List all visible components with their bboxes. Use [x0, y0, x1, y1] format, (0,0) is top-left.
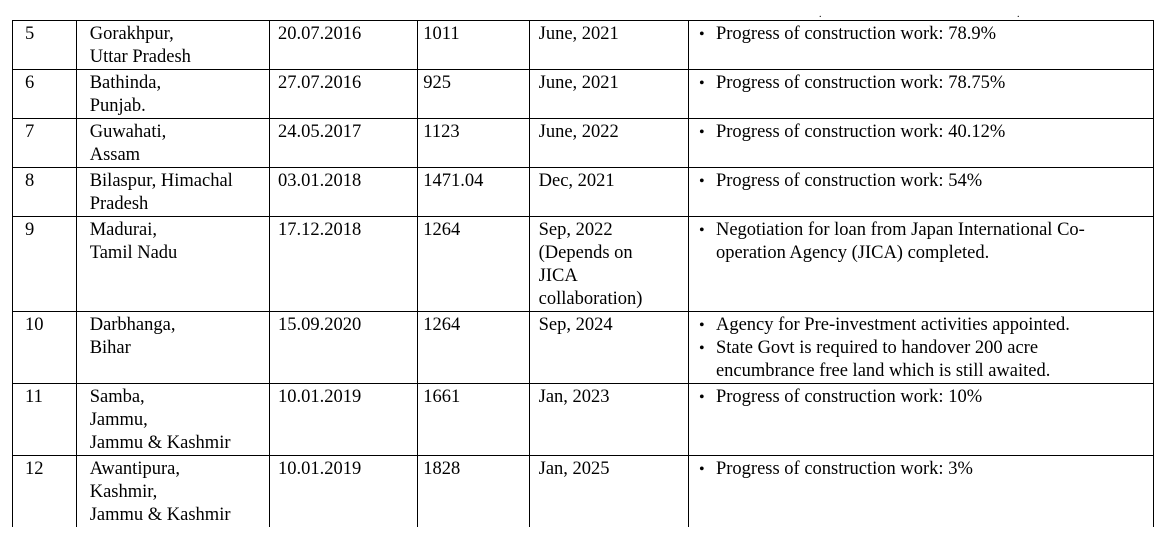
location-line: Madurai, [89, 220, 158, 240]
location-line: Pradesh [89, 194, 149, 214]
status-line: Progress of construction work: 3% [715, 459, 973, 479]
status-item [699, 170, 1153, 193]
completion-line: Jan, 2025 [538, 459, 610, 479]
status-list [699, 386, 1153, 409]
approval-date-cell [270, 217, 418, 312]
serial-number: 11 [25, 387, 43, 407]
serial-number-cell [13, 456, 77, 528]
serial-number-cell [13, 168, 77, 217]
completion-cell [529, 312, 688, 384]
cost-value: 925 [423, 73, 452, 93]
cost-cell [418, 70, 529, 119]
serial-number-cell [13, 70, 77, 119]
cost-value: 1828 [423, 459, 461, 479]
location-cell [76, 168, 269, 217]
location-line: Guwahati, [89, 122, 167, 142]
location-line: Tamil Nadu [89, 243, 178, 263]
serial-number-cell [13, 21, 77, 70]
location-line: Awantipura, [89, 459, 180, 479]
completion-cell [529, 217, 688, 312]
stray-mark: . [819, 9, 822, 20]
completion-line: Dec, 2021 [538, 171, 615, 191]
status-line: Progress of construction work: 10% [715, 387, 983, 407]
location-cell [76, 119, 269, 168]
status-line: State Govt is required to handover 200 acre [715, 338, 1039, 358]
table-row [13, 384, 1154, 456]
serial-number: 5 [25, 24, 35, 44]
approval-date: 15.09.2020 [278, 315, 362, 335]
location-cell [76, 217, 269, 312]
location-line: Bathinda, [89, 73, 162, 93]
status-cell [688, 312, 1153, 384]
bullet-icon: • [698, 26, 705, 43]
status-item [699, 121, 1153, 144]
approval-date: 27.07.2016 [278, 73, 362, 93]
table-row [13, 312, 1154, 384]
status-item [699, 314, 1153, 337]
serial-number: 10 [25, 315, 44, 335]
bullet-icon: • [698, 461, 705, 478]
bullet-icon: • [698, 389, 705, 406]
location-line: Gorakhpur, [89, 24, 174, 44]
status-item [699, 458, 1153, 481]
status-cell [688, 456, 1153, 528]
status-line: encumbrance free land which is still awaited. [715, 361, 1051, 381]
bullet-icon: • [698, 124, 705, 141]
location-line: Bilaspur, Himachal [89, 171, 233, 191]
approval-date-cell [270, 456, 418, 528]
location-line: Kashmir, [89, 482, 158, 502]
table-row [13, 168, 1154, 217]
completion-cell [529, 456, 688, 528]
serial-number: 6 [25, 73, 35, 93]
approval-date-cell [270, 384, 418, 456]
cost-value: 1123 [423, 122, 460, 142]
completion-line: Jan, 2023 [538, 387, 610, 407]
completion-line: June, 2021 [538, 73, 619, 93]
bullet-icon: • [698, 340, 705, 357]
status-cell [688, 217, 1153, 312]
cost-cell [418, 168, 529, 217]
status-line: Progress of construction work: 54% [715, 171, 983, 191]
location-cell [76, 312, 269, 384]
table-row [13, 456, 1154, 528]
cost-cell [418, 384, 529, 456]
bullet-icon: • [698, 173, 705, 190]
serial-number-cell [13, 217, 77, 312]
approval-date: 10.01.2019 [278, 387, 362, 407]
table-body [13, 21, 1154, 528]
table-row [13, 70, 1154, 119]
bullet-icon: • [698, 317, 705, 334]
approval-date: 24.05.2017 [278, 122, 362, 142]
serial-number-cell [13, 119, 77, 168]
approval-date: 10.01.2019 [278, 459, 362, 479]
location-cell [76, 456, 269, 528]
location-cell [76, 384, 269, 456]
completion-line: June, 2022 [538, 122, 619, 142]
completion-cell [529, 119, 688, 168]
status-item [699, 386, 1153, 409]
status-line: Progress of construction work: 78.9% [715, 24, 996, 44]
approval-date: 17.12.2018 [278, 220, 362, 240]
location-line: Jammu & Kashmir [89, 433, 231, 453]
bullet-icon: • [698, 222, 705, 239]
location-line: Assam [89, 145, 141, 165]
approval-date: 03.01.2018 [278, 171, 362, 191]
status-list [699, 121, 1153, 144]
status-item [699, 72, 1153, 95]
cost-cell [418, 21, 529, 70]
serial-number-cell [13, 384, 77, 456]
completion-cell [529, 168, 688, 217]
table-row [13, 119, 1154, 168]
status-item [699, 337, 1153, 383]
status-cell [688, 119, 1153, 168]
completion-cell [529, 21, 688, 70]
status-list [699, 219, 1153, 265]
approval-date-cell [270, 21, 418, 70]
completion-line: Sep, 2022 [538, 220, 613, 240]
location-line: Uttar Pradesh [89, 47, 191, 67]
location-line: Samba, [89, 387, 145, 407]
status-cell [688, 70, 1153, 119]
serial-number: 12 [25, 459, 44, 479]
location-line: Punjab. [89, 96, 146, 116]
status-cell [688, 21, 1153, 70]
approval-date-cell [270, 70, 418, 119]
location-line: Darbhanga, [89, 315, 176, 335]
status-list [699, 23, 1153, 46]
approval-date-cell [270, 119, 418, 168]
cost-value: 1011 [423, 24, 460, 44]
completion-line: JICA [538, 266, 578, 286]
status-list [699, 314, 1153, 383]
status-line: Progress of construction work: 40.12% [715, 122, 1006, 142]
table-row [13, 21, 1154, 70]
serial-number: 9 [25, 220, 35, 240]
completion-cell [529, 70, 688, 119]
completion-line: Sep, 2024 [538, 315, 613, 335]
serial-number-cell [13, 312, 77, 384]
status-line: Agency for Pre-investment activities appointed. [715, 315, 1070, 335]
completion-line: (Depends on [538, 243, 633, 263]
status-list [699, 170, 1153, 193]
approval-date-cell [270, 168, 418, 217]
status-list [699, 72, 1153, 95]
location-line: Bihar [89, 338, 131, 358]
status-item [699, 219, 1153, 265]
cost-cell [418, 312, 529, 384]
completion-line: June, 2021 [538, 24, 619, 44]
cost-value: 1264 [423, 315, 461, 335]
cost-value: 1661 [423, 387, 461, 407]
status-cell [688, 384, 1153, 456]
status-line: operation Agency (JICA) completed. [715, 243, 990, 263]
cost-cell [418, 119, 529, 168]
location-line: Jammu & Kashmir [89, 505, 231, 525]
project-status-table [12, 20, 1154, 527]
status-line: Progress of construction work: 78.75% [715, 73, 1006, 93]
location-line: Jammu, [89, 410, 148, 430]
cost-value: 1264 [423, 220, 461, 240]
bullet-icon: • [698, 75, 705, 92]
completion-cell [529, 384, 688, 456]
status-item [699, 23, 1153, 46]
stray-mark: . [1017, 9, 1020, 20]
status-cell [688, 168, 1153, 217]
location-cell [76, 21, 269, 70]
table-row [13, 217, 1154, 312]
cost-cell [418, 456, 529, 528]
approval-date: 20.07.2016 [278, 24, 362, 44]
status-list [699, 458, 1153, 481]
approval-date-cell [270, 312, 418, 384]
status-line: Negotiation for loan from Japan International Co- [715, 220, 1085, 240]
serial-number: 8 [25, 171, 35, 191]
completion-line: collaboration) [538, 289, 643, 309]
serial-number: 7 [25, 122, 35, 142]
location-cell [76, 70, 269, 119]
cost-value: 1471.04 [423, 171, 484, 191]
cost-cell [418, 217, 529, 312]
